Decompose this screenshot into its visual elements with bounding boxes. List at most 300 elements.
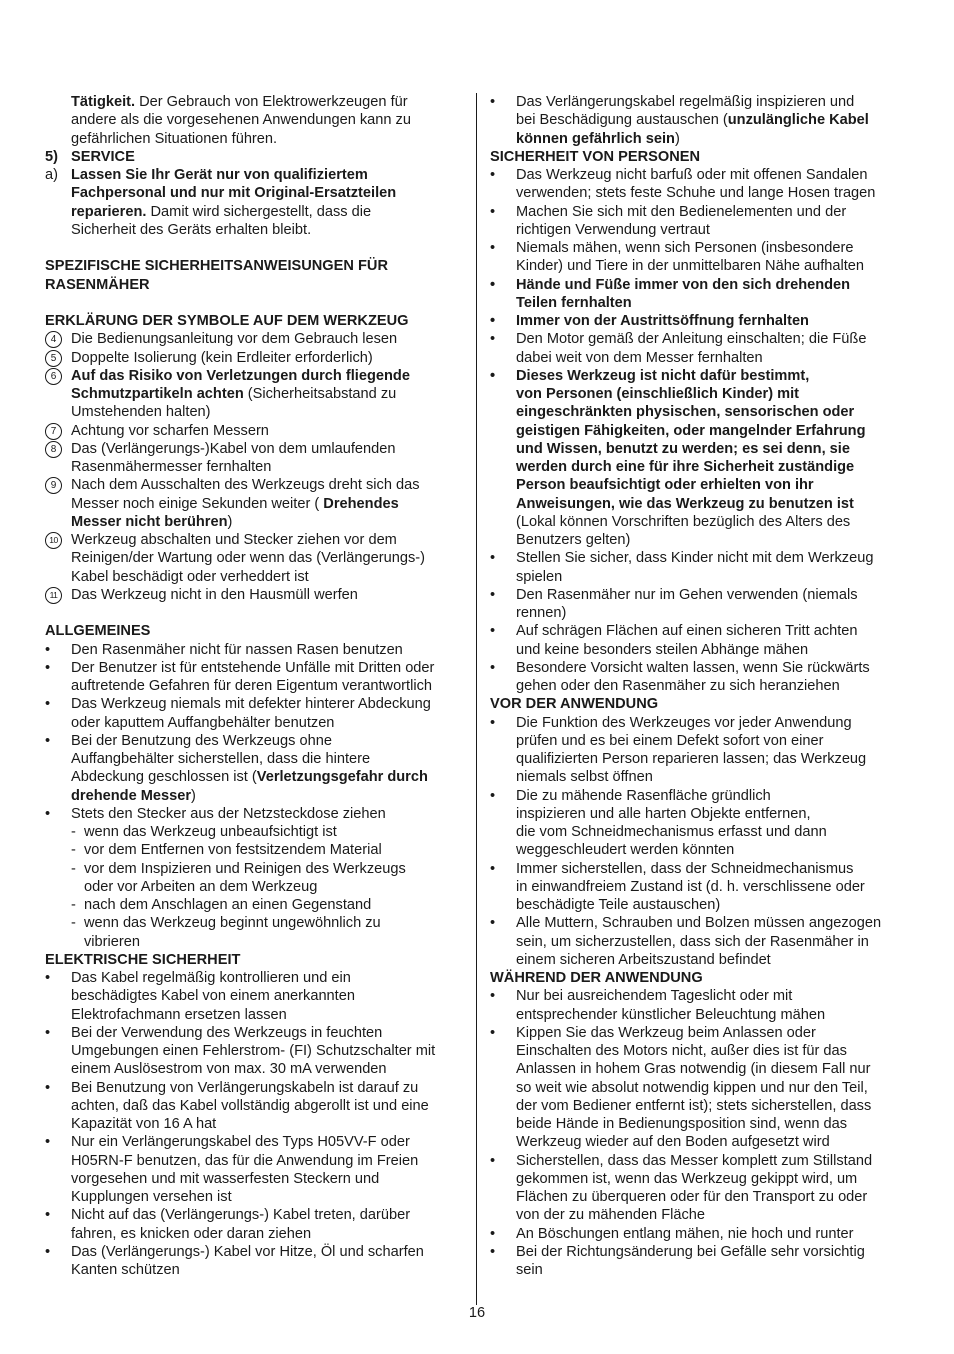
bullet-icon: • [490, 1225, 496, 1242]
body-text: so weit wie absolut notwendig kippen und nur den Teil, [516, 1079, 868, 1096]
circled-number-icon: 10 [45, 532, 62, 549]
text-line [490, 677, 912, 695]
list-marker: a) [45, 167, 58, 183]
body-text: vorgesehen und mit wasserfesten Steckern und [71, 1170, 380, 1187]
paragraph-gap [45, 604, 465, 622]
body-text: vor dem Entfernen von festsitzendem Material [84, 842, 382, 859]
body-text: Umgebungen einen Fehlerstrom- (FI) Schutzschalter mit [71, 1043, 436, 1059]
bullet-icon: • [490, 787, 496, 804]
body-text: Anlassen in hohem Gras notwendig (in diesem Fall nur [516, 1061, 871, 1078]
text-line [490, 951, 912, 969]
body-text: gehen oder den Rasenmäher zu sich heranziehen [516, 678, 840, 694]
body-text: Das Werkzeug niemals mit defekter hinterer Abdeckung [71, 696, 431, 713]
bold-text: WÄHREND DER ANWENDUNG [490, 970, 703, 986]
body-text: Messer noch einige Sekunden weiter ( [71, 495, 324, 512]
text-line [45, 1152, 465, 1170]
body-text: von der zu mähenden Fläche [516, 1207, 706, 1224]
body-text: sein [516, 1262, 543, 1278]
body-text: verwenden; stets feste Schuhe und lange Hosen tragen [516, 185, 876, 202]
circled-number-icon: 8 [45, 441, 62, 458]
bold-text: werden durch eine für ihre Sicherheit zuständige [516, 459, 855, 475]
text-line [490, 750, 912, 768]
bullet-icon: • [490, 1024, 496, 1041]
text-line [490, 93, 912, 111]
text-line [45, 221, 465, 239]
text-line [490, 1188, 912, 1206]
text-line [45, 787, 465, 805]
text-line [490, 1060, 912, 1078]
text-line [490, 1079, 912, 1097]
body-text: gefährlichen Situationen führen. [71, 130, 278, 147]
text-line [490, 1261, 912, 1279]
body-text: Das Werkzeug nicht barfuß oder mit offenen Sandalen [516, 167, 868, 183]
text-line [45, 276, 465, 294]
body-text: in einwandfreiem Zustand ist (d. h. verschlissene oder [516, 878, 865, 895]
bold-text: Lassen Sie Ihr Gerät nur von qualifiziertem [71, 167, 368, 183]
body-text: Doppelte Isolierung (kein Erdleiter erforderlich) [71, 349, 373, 366]
body-text: Das Werkzeug nicht in den Hausmüll werfen [71, 586, 358, 603]
bullet-icon: • [490, 276, 496, 293]
column-divider [476, 93, 477, 1305]
page-number: 16 [468, 1305, 486, 1321]
text-line [490, 257, 912, 275]
body-text: auftretende Gefahren für deren Eigentum verantwortlich [71, 678, 432, 694]
body-text: Immer sicherstellen, dass der Schneidmechanismus [516, 860, 854, 877]
text-line [490, 787, 912, 805]
body-text: vibrieren [84, 933, 140, 950]
bullet-icon: • [45, 1024, 51, 1041]
text-line [490, 823, 912, 841]
body-text: Stets den Stecker aus der Netzsteckdose ziehen [71, 805, 386, 822]
text-line [45, 1261, 465, 1279]
text-line [45, 1133, 465, 1151]
body-text: Auf schrägen Flächen auf einen sicheren Tritt achten [516, 623, 858, 640]
text-line [490, 586, 912, 604]
bullet-icon: • [490, 367, 496, 384]
bold-text: ERKLÄRUNG DER SYMBOLE AUF DEM WERKZEUG [45, 313, 409, 329]
bold-text: drehende Messer [71, 787, 192, 804]
text-line [45, 714, 465, 732]
body-text: Nach dem Ausschalten des Werkzeugs dreht sich das [71, 477, 420, 494]
text-line [490, 476, 912, 494]
body-text: einem Auslösestrom von max. 30 mA verwenden [71, 1061, 387, 1078]
text-line [45, 568, 465, 586]
text-line [45, 403, 465, 421]
bold-text: Hände und Füße immer von den sich drehenden [516, 276, 851, 293]
body-text: Das (Verlängerungs-) Kabel vor Hitze, Öl und scharfen [71, 1243, 424, 1260]
dash-marker: - [71, 897, 76, 913]
text-line [45, 969, 465, 987]
text-line [490, 385, 912, 403]
body-text: Benutzers gelten) [516, 532, 631, 548]
text-line [45, 641, 465, 659]
bullet-icon: • [490, 623, 496, 640]
text-line [45, 312, 465, 330]
bullet-icon: • [45, 1079, 51, 1096]
bold-text: Anweisungen, wie das Werkzeug zu benutzen ist [516, 495, 854, 512]
body-text: weggeschleudert werden könnten [516, 842, 735, 859]
bold-text: Drehendes [323, 495, 399, 512]
text-line [45, 841, 465, 859]
text-line [490, 568, 912, 586]
text-line [490, 330, 912, 348]
bold-text: RASENMÄHER [45, 276, 150, 293]
bullet-icon: • [490, 988, 496, 1005]
body-text: Kapazität von 16 A hat [71, 1116, 217, 1132]
bullet-icon: • [45, 696, 51, 713]
bold-text: ALLGEMEINES [45, 623, 151, 640]
bold-text: geistigen Fähigkeiten, oder mangelnder Erfahrung [516, 422, 866, 439]
body-text: Einschalten des Motors nicht, außer dies ist für das [516, 1043, 847, 1059]
body-text: Die Funktion des Werkzeuges vor jeder Anwendung [516, 714, 852, 731]
text-line [490, 732, 912, 750]
text-line [490, 896, 912, 914]
text-line [45, 1042, 465, 1060]
body-text: Abdeckung geschlossen ist ( [71, 769, 257, 786]
body-text: oder kaputtem Auffangbehälter benutzen [71, 714, 335, 731]
body-text: andere als die vorgesehenen Anwendungen kann zu [71, 112, 411, 129]
text-line [45, 768, 465, 786]
text-line [490, 641, 912, 659]
text-line [45, 531, 465, 549]
text-line [45, 732, 465, 750]
text-line [490, 914, 912, 932]
body-text: Kippen Sie das Werkzeug beim Anlassen oder [516, 1024, 816, 1041]
text-line [490, 714, 912, 732]
text-line [45, 367, 465, 385]
body-text: Der Gebrauch von Elektrowerkzeugen für [135, 94, 408, 110]
text-line [490, 860, 912, 878]
bullet-icon: • [490, 331, 496, 348]
body-text: Das (Verlängerungs-)Kabel von dem umlaufenden [71, 440, 396, 457]
text-line [45, 330, 465, 348]
body-text: Nur ein Verlängerungskabel des Typs H05VV-F oder [71, 1134, 410, 1151]
text-line [490, 1152, 912, 1170]
text-line [45, 695, 465, 713]
text-line [45, 878, 465, 896]
body-text: sein, um sicherzustellen, dass sich der Rasenmäher in [516, 933, 869, 950]
body-text: Den Motor gemäß der Anleitung einschalten; die Füße [516, 331, 867, 348]
body-text: ) [191, 787, 196, 804]
body-text: inspizieren und alle harten Objekte entfernen, [516, 805, 811, 822]
text-line [45, 1206, 465, 1224]
text-line [490, 878, 912, 896]
text-line [490, 695, 912, 713]
text-line [45, 622, 465, 640]
text-line [45, 951, 465, 969]
body-text: Kupplungen versehen ist [71, 1189, 232, 1205]
body-text: Die Bedienungsanleitung vor dem Gebrauch lesen [71, 331, 398, 348]
text-line [45, 93, 465, 111]
text-line [45, 130, 465, 148]
text-line [490, 367, 912, 385]
body-text: der vom Bediener entfernt ist); stets sicherstellen, dass [516, 1097, 872, 1114]
body-text: dabei weit von dem Messer fernhalten [516, 349, 763, 366]
text-line [490, 1243, 912, 1261]
text-line [45, 914, 465, 932]
list-marker: 5) [45, 148, 58, 165]
paragraph-gap [45, 294, 465, 312]
text-line [45, 148, 465, 166]
body-text: Bei der Verwendung des Werkzeugs in feuchten [71, 1024, 383, 1041]
bullet-icon: • [45, 1134, 51, 1151]
body-text: Stellen Sie sicher, dass Kinder nicht mit dem Werkzeug [516, 550, 874, 567]
body-text: Rasenmähermesser fernhalten [71, 459, 272, 475]
body-text: Damit wird sichergestellt, dass die [146, 203, 372, 220]
body-text: rennen) [516, 605, 567, 621]
body-text: achten, daß das Kabel vollständig abgerollt ist und eine [71, 1097, 429, 1114]
text-line [45, 896, 465, 914]
text-line [490, 987, 912, 1005]
text-line [45, 659, 465, 677]
body-text: beschädigtes Kabel von einem anerkannten [71, 988, 355, 1005]
bullet-icon: • [490, 550, 496, 567]
text-line [490, 349, 912, 367]
body-text: H05RN-F benutzen, das für die Anwendung im Freien [71, 1152, 419, 1169]
body-text: Werkzeug wieder auf den Boden aufgesetzt wird [516, 1134, 830, 1151]
body-text: Bei der Benutzung des Werkzeugs ohne [71, 732, 332, 749]
text-line [45, 1097, 465, 1115]
text-line [45, 166, 465, 184]
text-line [45, 184, 465, 202]
text-line [45, 440, 465, 458]
body-text: prüfen und es bei einem Defekt sofort von einer [516, 732, 824, 749]
bullet-icon: • [45, 641, 51, 658]
text-line [45, 1243, 465, 1261]
bold-text: Verletzungsgefahr durch [256, 769, 428, 786]
bold-text: Teilen fernhalten [516, 294, 632, 311]
bullet-icon: • [490, 1243, 496, 1260]
text-line [490, 768, 912, 786]
text-line [45, 1188, 465, 1206]
body-text: Kabel beschädigt oder verheddert ist [71, 568, 309, 585]
text-line [490, 130, 912, 148]
text-line [490, 841, 912, 859]
text-line [490, 148, 912, 166]
body-text: An Böschungen entlang mähen, nie hoch und runter [516, 1225, 854, 1242]
body-text: Nur bei ausreichendem Tageslicht oder mit [516, 988, 793, 1005]
bullet-icon: • [490, 203, 496, 220]
text-line [490, 203, 912, 221]
body-text: Kinder) und Tiere in der unmittelbaren Nähe aufhalten [516, 258, 865, 275]
text-line [490, 221, 912, 239]
bold-text: Immer von der Austrittsöffnung fernhalten [516, 313, 809, 329]
body-text: Bei Benutzung von Verlängerungskabeln ist darauf zu [71, 1079, 419, 1096]
body-text: oder vor Arbeiten an dem Werkzeug [84, 878, 318, 895]
text-line [45, 1225, 465, 1243]
text-line [45, 549, 465, 567]
text-line [45, 495, 465, 513]
text-line [490, 1042, 912, 1060]
body-text: und keine besonders steilen Abhänge mähen [516, 641, 809, 658]
circled-number-icon: 5 [45, 350, 62, 367]
bold-text: Dieses Werkzeug ist nicht dafür bestimmt, [516, 367, 810, 384]
bullet-icon: • [45, 659, 51, 676]
body-text: richtigen Verwendung vertraut [516, 221, 710, 238]
left-column [45, 93, 465, 1279]
bold-text: ELEKTRISCHE SICHERHEIT [45, 951, 241, 968]
text-line [490, 312, 912, 330]
body-text: gekommen ist, wenn das Werkzeug gekippt wird, um [516, 1170, 858, 1187]
bold-text: von Personen (einschließlich Kinder) mit [516, 386, 800, 402]
text-line [490, 1024, 912, 1042]
body-text: Elektrofachmann ersetzen lassen [71, 1006, 287, 1023]
body-text: ) [227, 513, 233, 530]
bullet-icon: • [45, 1243, 51, 1260]
dash-marker: - [71, 860, 76, 877]
text-line [490, 458, 912, 476]
body-text: ) [674, 130, 680, 147]
text-line [490, 440, 912, 458]
text-line [45, 860, 465, 878]
text-line [45, 677, 465, 695]
text-line [490, 969, 912, 987]
text-line [490, 294, 912, 312]
bullet-icon: • [490, 860, 496, 877]
text-line [490, 1133, 912, 1151]
body-text: vor dem Inspizieren und Reinigen des Werkzeugs [84, 860, 406, 877]
text-line [45, 586, 465, 604]
body-text: Das Verlängerungskabel regelmäßig inspizieren und [516, 94, 855, 110]
text-line [490, 403, 912, 421]
text-line [490, 933, 912, 951]
text-line [45, 257, 465, 275]
bullet-icon: • [45, 1207, 51, 1224]
body-text: (Sicherheitsabstand zu [243, 386, 397, 402]
body-text: Umstehenden halten) [71, 404, 211, 421]
text-line [490, 604, 912, 622]
body-text: Werkzeug abschalten und Stecker ziehen vor dem [71, 532, 397, 548]
bold-text: Person beaufsichtigt oder erhielten von ihr [516, 477, 814, 494]
text-line [45, 422, 465, 440]
text-line [490, 184, 912, 202]
dash-marker: - [71, 824, 76, 840]
text-line [490, 622, 912, 640]
text-line [490, 1115, 912, 1133]
circled-number-icon: 11 [45, 587, 62, 604]
body-text: einem sicheren Arbeitszustand befindet [516, 951, 771, 968]
bold-text: VOR DER ANWENDUNG [490, 696, 659, 713]
body-text: wenn das Werkzeug beginnt ungewöhnlich zu [84, 915, 381, 932]
body-text: niemals selbst öffnen [516, 769, 653, 786]
circled-number-icon: 9 [45, 477, 62, 494]
text-line [490, 111, 912, 129]
text-line [45, 1006, 465, 1024]
body-text: Alle Muttern, Schrauben und Bolzen müssen angezogen [516, 915, 882, 932]
text-line [45, 385, 465, 403]
bold-text: unzulängliche Kabel [727, 112, 869, 129]
bullet-icon: • [45, 732, 51, 749]
body-text: Den Rasenmäher nicht für nassen Rasen benutzen [71, 641, 403, 658]
text-line [490, 659, 912, 677]
body-text: Achtung vor scharfen Messern [71, 422, 269, 439]
text-line [490, 1097, 912, 1115]
text-line [490, 1170, 912, 1188]
text-line [45, 1079, 465, 1097]
bullet-icon: • [490, 94, 496, 110]
dash-marker: - [71, 915, 76, 932]
text-line [45, 513, 465, 531]
text-line [45, 1060, 465, 1078]
bullet-icon: • [490, 915, 496, 932]
body-text: spielen [516, 568, 563, 585]
body-text: Flächen zu überqueren oder für den Transport zu oder [516, 1189, 868, 1205]
body-text: entsprechender künstlicher Beleuchtung mähen [516, 1006, 826, 1023]
body-text: Das Kabel regelmäßig kontrollieren und ein [71, 970, 351, 986]
body-text: Nicht auf das (Verlängerungs-) Kabel treten, darüber [71, 1207, 411, 1224]
bullet-icon: • [490, 240, 496, 256]
body-text: Kanten schützen [71, 1262, 180, 1278]
bullet-icon: • [490, 714, 496, 731]
right-column [490, 93, 912, 1279]
bold-text: können gefährlich sein [516, 130, 675, 147]
body-text: (Lokal können Vorschriften bezüglich des Alters des [516, 513, 851, 530]
text-line [490, 166, 912, 184]
bold-text: reparieren. [71, 203, 147, 220]
text-line [45, 933, 465, 951]
body-text: Sicherheit des Geräts erhalten bleibt. [71, 221, 312, 238]
text-line [45, 203, 465, 221]
text-line [45, 111, 465, 129]
text-line [45, 458, 465, 476]
text-line [45, 1115, 465, 1133]
body-text: nach dem Anschlagen an einen Gegenstand [84, 897, 372, 913]
text-line [490, 495, 912, 513]
bullet-icon: • [490, 1152, 496, 1169]
bullet-icon: • [490, 586, 496, 603]
body-text: beide Hände in Bedienungsposition sind, wenn das [516, 1116, 848, 1132]
circled-number-icon: 7 [45, 423, 62, 440]
body-text: Besondere Vorsicht walten lassen, wenn Sie rückwärts [516, 659, 870, 676]
body-text: die vom Schneidmechanismus erfasst und dann [516, 824, 827, 840]
dash-marker: - [71, 842, 76, 859]
body-text: Machen Sie sich mit den Bedienelementen und der [516, 203, 847, 220]
body-text: Auffangbehälter sicherstellen, dass die hintere [71, 751, 371, 767]
text-line [490, 513, 912, 531]
body-text: qualifizierten Person reparieren lassen; das Werkzeug [516, 751, 867, 767]
body-text: wenn das Werkzeug unbeaufsichtigt ist [84, 824, 337, 840]
bold-text: Fachpersonal und nur mit Original-Ersatzteilen [71, 185, 397, 202]
body-text: beschädigte Teile austauschen) [516, 897, 721, 913]
text-line [490, 805, 912, 823]
circled-number-icon: 4 [45, 331, 62, 348]
bold-text: Messer nicht berühren [71, 513, 228, 530]
body-text: Der Benutzer ist für entstehende Unfälle mit Dritten oder [71, 659, 435, 676]
body-text: Sicherstellen, dass das Messer komplett zum Stillstand [516, 1152, 873, 1169]
bold-text: SERVICE [71, 148, 135, 165]
body-text: Den Rasenmäher nur im Gehen verwenden (niemals [516, 586, 858, 603]
text-line [45, 476, 465, 494]
bold-text: eingeschränkten physischen, sensorischen oder [516, 404, 855, 421]
text-line [490, 276, 912, 294]
bullet-icon: • [45, 805, 51, 822]
bold-text: Schmutzpartikeln achten [71, 386, 244, 402]
text-line [45, 987, 465, 1005]
bold-text: SPEZIFISCHE SICHERHEITSANWEISUNGEN FÜR [45, 258, 388, 275]
text-line [45, 805, 465, 823]
bold-text: SICHERHEIT VON PERSONEN [490, 148, 701, 165]
paragraph-gap [45, 239, 465, 257]
text-line [490, 549, 912, 567]
text-line [45, 750, 465, 768]
bold-text: und Wissen, benutzt zu werden; es sei denn, sie [516, 440, 850, 457]
bullet-icon: • [490, 167, 496, 183]
bullet-icon: • [490, 313, 496, 329]
text-line [45, 1024, 465, 1042]
body-text: Reinigen/der Wartung oder wenn das (Verlängerungs-) [71, 550, 425, 567]
bold-text: Auf das Risiko von Verletzungen durch fliegende [71, 367, 410, 384]
text-line [490, 239, 912, 257]
